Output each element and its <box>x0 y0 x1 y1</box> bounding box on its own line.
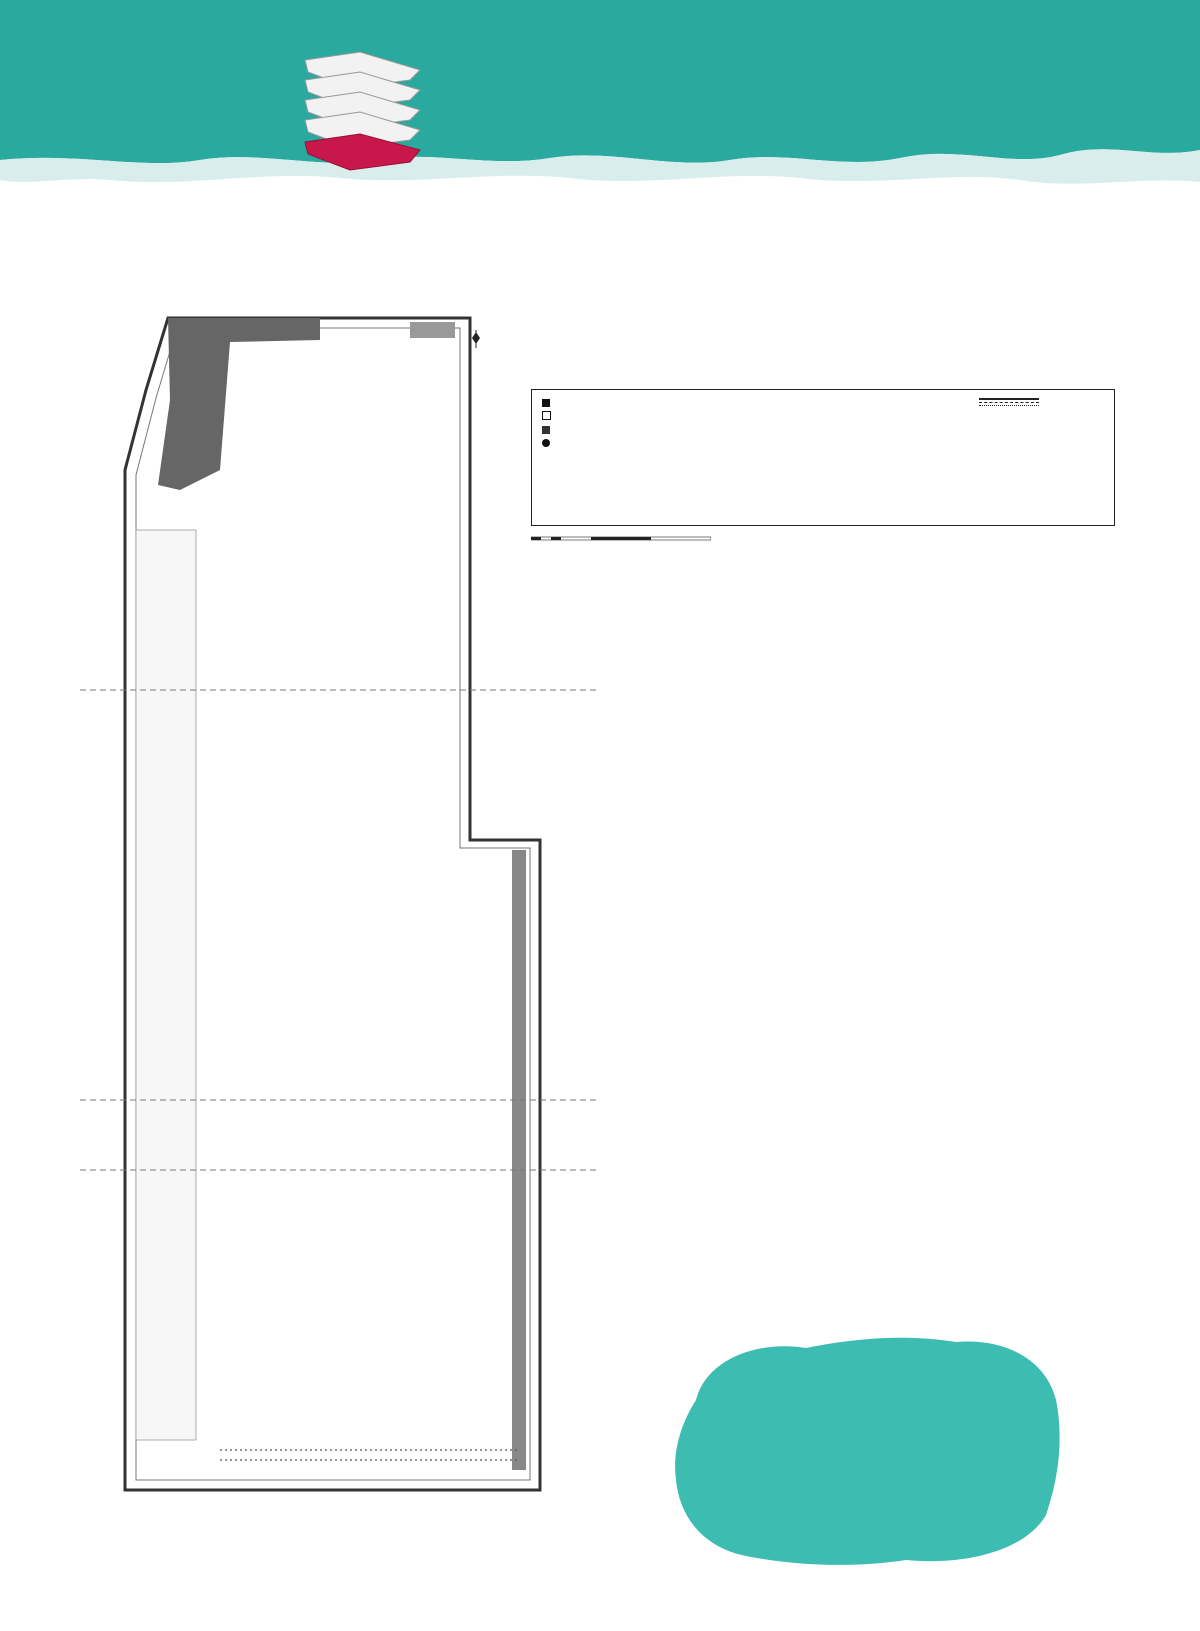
floor-plan-map <box>80 270 600 1540</box>
legend-item <box>979 405 1039 406</box>
column-icon <box>542 399 550 407</box>
legend-item <box>979 402 1039 403</box>
legend-item <box>542 438 553 451</box>
legend-column <box>542 398 553 451</box>
legend-item <box>542 425 553 438</box>
level-stack-icon <box>300 50 430 180</box>
scale-bar <box>531 534 711 548</box>
legend-item <box>542 411 553 424</box>
callout-brush-shape <box>666 1330 1066 1570</box>
exit-icon <box>542 439 550 447</box>
legend-column <box>979 392 1039 406</box>
north-arrow-icon <box>472 330 480 348</box>
mechanical-icon <box>542 426 550 434</box>
interactive-maps-callout <box>666 1330 1066 1570</box>
building-legend <box>531 389 1115 526</box>
loading-dock-area <box>136 530 196 1440</box>
east-service-corridor <box>512 850 526 1470</box>
header-band <box>0 0 1200 200</box>
concession-icon <box>542 411 551 420</box>
legend-item <box>979 398 1039 400</box>
legend-item <box>542 398 553 411</box>
